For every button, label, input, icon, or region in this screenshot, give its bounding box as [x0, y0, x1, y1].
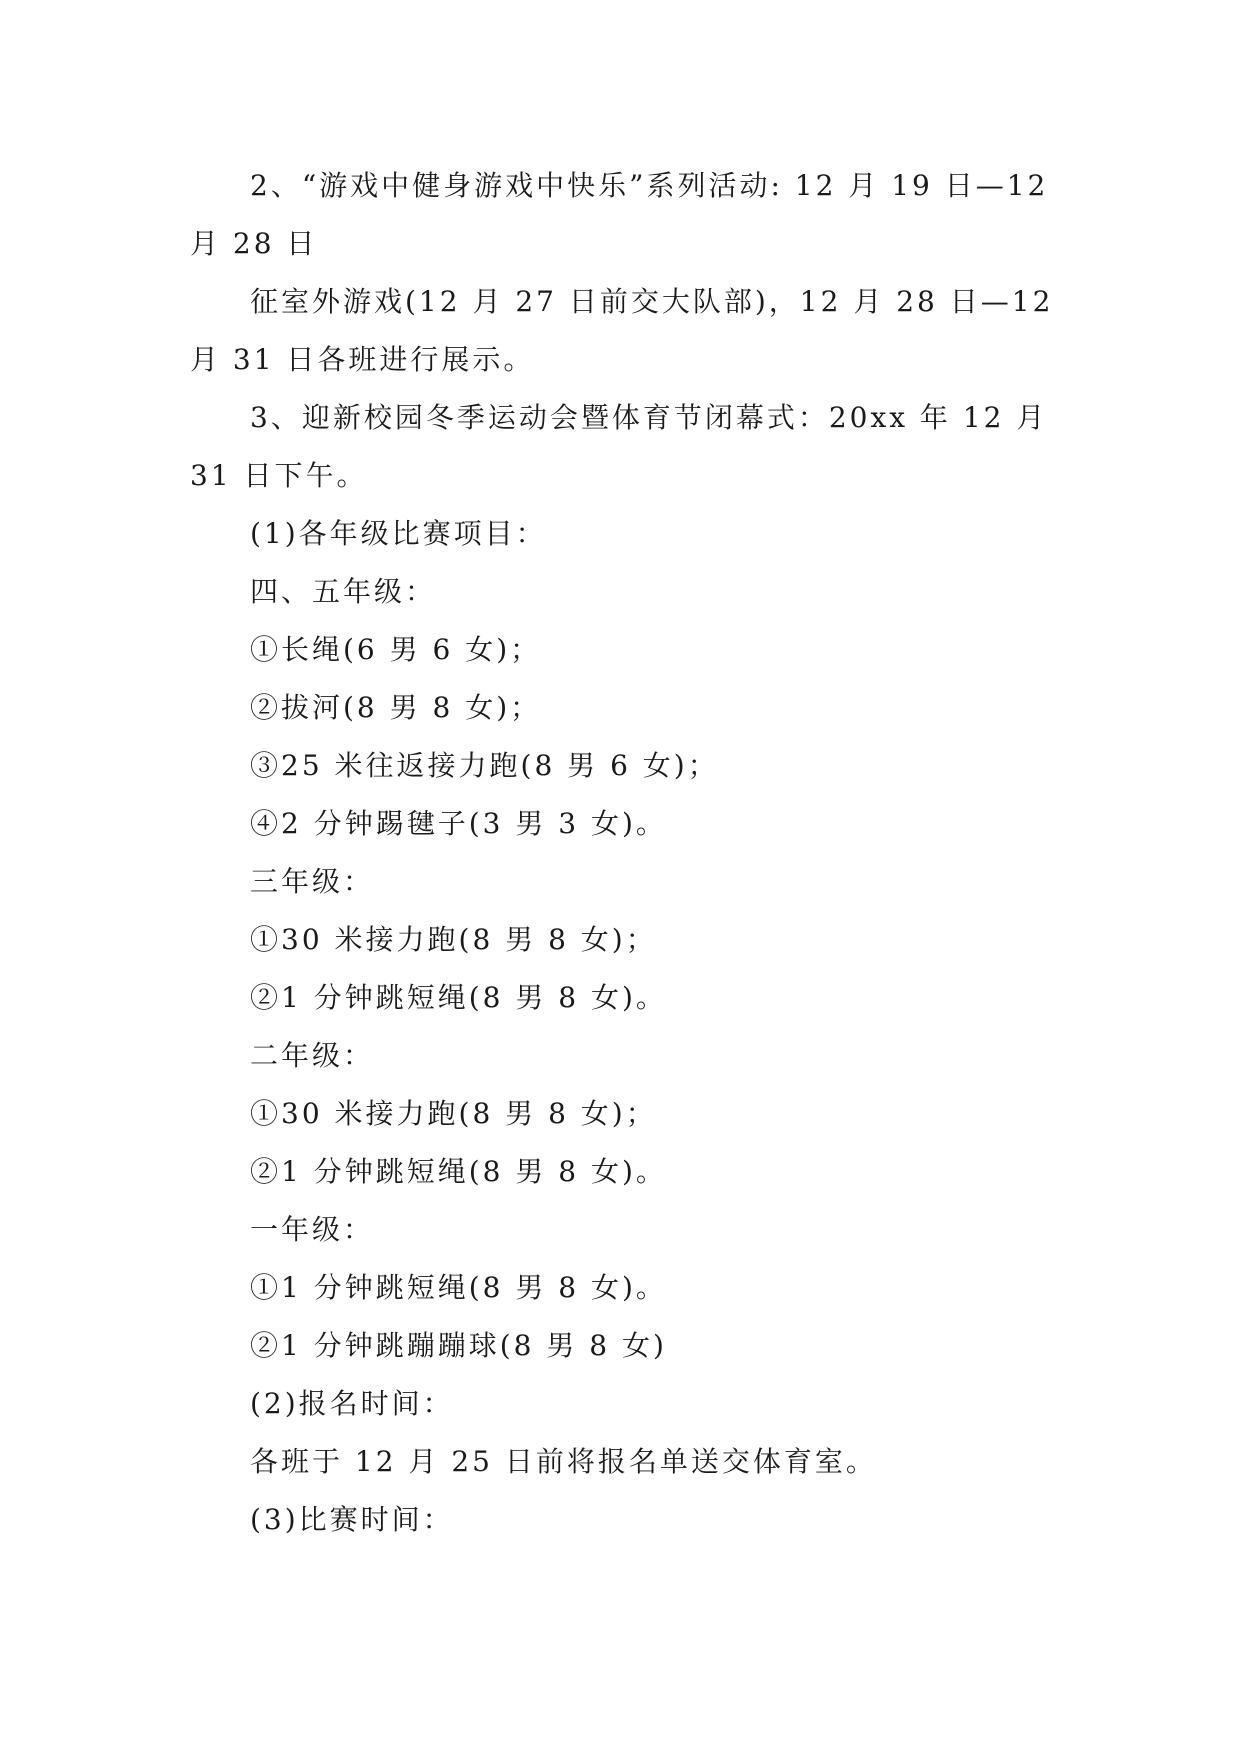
paragraph-sports-meet: 3、迎新校园冬季运动会暨体育节闭幕式：20xx 年 12 月 31 日下午。: [190, 401, 1060, 492]
list-item: ②1 分钟跳蹦蹦球(8 男 8 女): [250, 1329, 667, 1362]
list-item: ①30 米接力跑(8 男 8 女)；: [250, 1097, 657, 1130]
list-item: ③25 米往返接力跑(8 男 6 女)；: [250, 749, 719, 782]
grade-3-heading: 三年级：: [250, 865, 375, 898]
list-item: ②拔河(8 男 8 女)；: [250, 691, 542, 724]
registration-heading: (2)报名时间：: [250, 1387, 454, 1420]
list-item: ②1 分钟跳短绳(8 男 8 女)。: [250, 1155, 667, 1188]
list-item: ①30 米接力跑(8 男 8 女)；: [250, 923, 657, 956]
registration-text: 各班于 12 月 25 日前将报名单送交体育室。: [250, 1445, 877, 1478]
list-item: ②1 分钟跳短绳(8 男 8 女)。: [250, 981, 667, 1014]
paragraph-outdoor-games: 征室外游戏(12 月 27 日前交大队部)，12 月 28 日—12 月 31 日各班进行展示。: [190, 285, 1066, 376]
grade-2-heading: 二年级：: [250, 1039, 375, 1072]
paragraph-activity-2: 2、“游戏中健身游戏中快乐”系列活动: 12 月 19 日—12 月 28 日: [190, 169, 1061, 260]
competition-time-heading: (3)比赛时间：: [250, 1503, 454, 1536]
paragraph-events-heading: (1)各年级比赛项目：: [250, 517, 547, 550]
list-item: ①1 分钟跳短绳(8 男 8 女)。: [250, 1271, 667, 1304]
grade-4-5-heading: 四、五年级：: [250, 575, 437, 608]
list-item: ④2 分钟踢毽子(3 男 3 女)。: [250, 807, 667, 840]
grade-1-heading: 一年级：: [250, 1213, 375, 1246]
list-item: ①长绳(6 男 6 女)；: [250, 633, 542, 666]
document-body: [190, 157, 1066, 1549]
